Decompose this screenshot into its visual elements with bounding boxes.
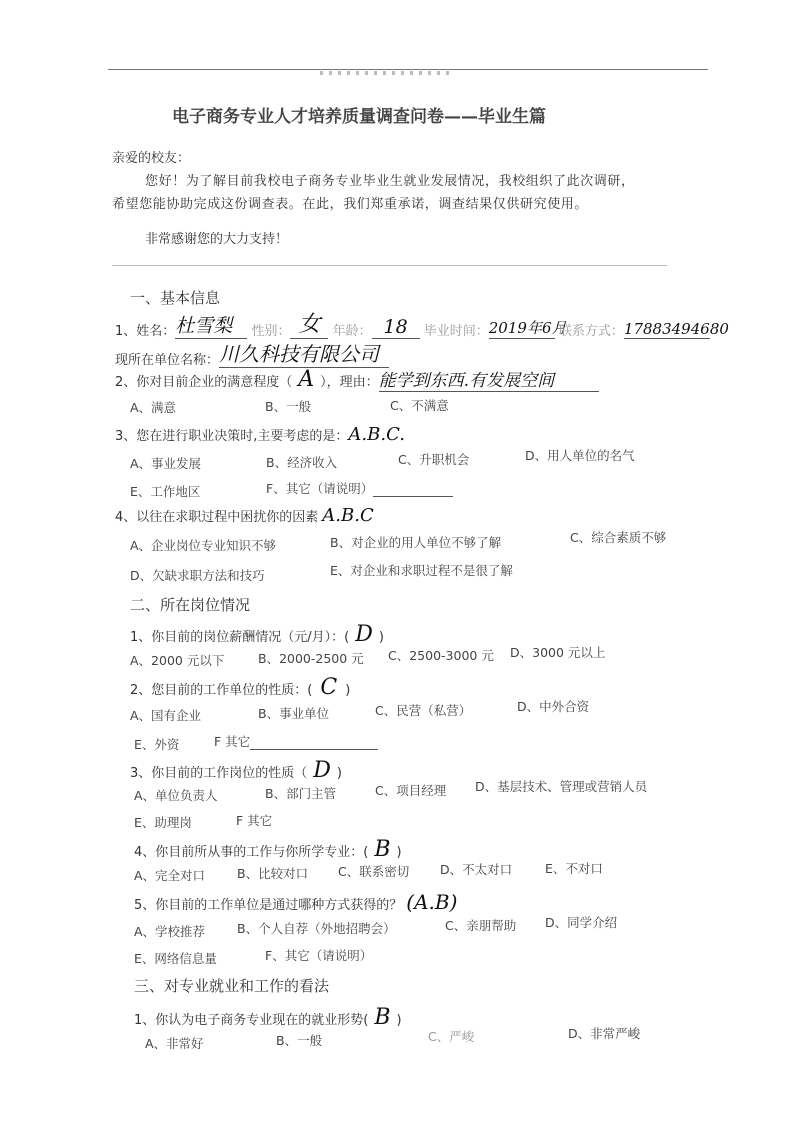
s1-q2-text: 2、你对目前企业的满意程度（ <box>115 375 293 390</box>
s1-q3-option-c[interactable]: C、升职机会 <box>398 452 470 467</box>
s1-q4-answer[interactable]: A.B.C <box>322 505 374 526</box>
s2-q4-text: 4、你目前所从事的工作与你所学专业：( <box>134 845 369 860</box>
s1-q4-option-a[interactable]: A、企业岗位专业知识不够 <box>130 538 277 553</box>
s3-q1-option-b[interactable]: B、一般 <box>276 1033 323 1048</box>
s2-q5-option-e[interactable]: E、网络信息量 <box>134 951 217 966</box>
age-field[interactable] <box>372 316 420 339</box>
s2-q4-option-e[interactable]: E、不对口 <box>545 861 603 876</box>
age-label: 年龄： <box>332 324 372 339</box>
s2-q4-answer[interactable]: B <box>374 837 391 862</box>
s2-q4-option-d[interactable]: D、不太对口 <box>440 862 513 877</box>
contact-value: 17883494680 <box>623 320 729 338</box>
divider-rule <box>112 265 667 266</box>
s2-q5-row <box>134 890 457 914</box>
intro-line-2: 希望您能协助完成这份调查表。在此，我们郑重承诺，调查结果仅供研究使用。 <box>112 197 589 212</box>
q1-number: 1、 <box>115 324 137 339</box>
s1-q2-option-a[interactable]: A、满意 <box>130 400 177 415</box>
basic-info-row <box>115 307 729 339</box>
section-3-heading: 三、对专业就业和工作的看法 <box>134 977 330 995</box>
s2-q2-option-a[interactable]: A、国有企业 <box>130 708 202 723</box>
s2-q2-option-f <box>214 732 378 750</box>
intro-line-1: 您好！为了解目前我校电子商务专业毕业生就业发展情况，我校组织了此次调研， <box>145 174 635 189</box>
s3-q1-option-c[interactable]: C、严峻 <box>428 1029 475 1044</box>
s2-q5-option-a[interactable]: A、学校推荐 <box>134 924 206 939</box>
top-rule <box>108 69 708 70</box>
s1-q3-option-a[interactable]: A、事业发展 <box>130 456 202 471</box>
s1-q2-answer[interactable]: A <box>298 367 315 392</box>
gender-field[interactable] <box>290 307 328 339</box>
employer-row <box>115 338 389 368</box>
s1-q4-text: 4、以往在求职过程中困扰你的因素 <box>115 510 319 525</box>
s2-q3-close: ) <box>336 766 342 781</box>
s1-q4-option-e[interactable]: E、对企业和求职过程不是很了解 <box>330 563 513 578</box>
faint-stamp-mark <box>320 71 450 75</box>
greeting: 亲爱的校友： <box>112 151 191 166</box>
s1-q3-option-f-label[interactable]: F、其它（请说明） <box>266 481 374 496</box>
s1-q3-row <box>115 424 405 445</box>
s2-q4-option-b[interactable]: B、比较对口 <box>237 866 309 881</box>
s2-q3-answer[interactable]: D <box>313 758 331 783</box>
s3-q1-row <box>134 1005 402 1030</box>
section-2-heading: 二、所在岗位情况 <box>130 596 251 614</box>
s2-q2-row <box>130 675 350 700</box>
thanks-line: 非常感谢您的大力支持！ <box>145 232 289 247</box>
s2-q3-option-a[interactable]: A、单位负责人 <box>134 788 218 803</box>
s2-q3-option-f[interactable]: F 其它 <box>236 813 273 828</box>
s1-q3-option-f <box>266 479 453 497</box>
s3-q1-answer[interactable]: B <box>374 1005 391 1030</box>
s2-q4-option-c[interactable]: C、联系密切 <box>338 864 410 879</box>
name-label: 姓名： <box>136 324 176 339</box>
gender-value: 女 <box>298 312 321 337</box>
s1-q4-row <box>115 505 374 526</box>
contact-field[interactable] <box>623 320 729 339</box>
s3-q1-text: 1、你认为电子商务专业现在的就业形势( <box>134 1013 369 1028</box>
s2-q4-row <box>134 837 402 862</box>
s2-q2-close: ) <box>345 683 351 698</box>
s2-q5-option-c[interactable]: C、亲朋帮助 <box>445 918 517 933</box>
s2-q5-option-f[interactable]: F、其它（请说明） <box>265 948 373 963</box>
s1-q3-option-d[interactable]: D、用人单位的名气 <box>525 448 635 463</box>
s2-q5-text: 5、你目前的工作单位是通过哪种方式获得的？ <box>134 898 403 913</box>
s1-q3-answer[interactable]: A.B.C. <box>348 424 405 445</box>
s1-q3-option-b[interactable]: B、经济收入 <box>266 455 338 470</box>
s1-q2-reason-field[interactable] <box>379 366 599 392</box>
age-value: 18 <box>383 316 408 338</box>
s2-q5-answer[interactable]: (A.B) <box>406 890 458 914</box>
s1-q2-option-b[interactable]: B、一般 <box>265 399 312 414</box>
s2-q4-option-a[interactable]: A、完全对口 <box>134 868 206 883</box>
s2-q3-row <box>130 758 342 783</box>
s1-q4-option-c[interactable]: C、综合素质不够 <box>570 530 667 545</box>
s1-q4-option-d[interactable]: D、欠缺求职方法和技巧 <box>130 568 265 583</box>
s2-q1-row <box>130 622 384 647</box>
s2-q1-option-a[interactable]: A、2000 元以下 <box>130 653 225 668</box>
s2-q2-option-b[interactable]: B、事业单位 <box>258 706 330 721</box>
s2-q2-option-e[interactable]: E、外资 <box>134 737 180 752</box>
s1-q2-reason-label: ），理由： <box>320 375 379 390</box>
page-title: 电子商务专业人才培养质量调查问卷——毕业生篇 <box>172 107 546 127</box>
s3-q1-option-d[interactable]: D、非常严峻 <box>568 1026 641 1041</box>
s2-q3-option-d[interactable]: D、基层技术、管理或营销人员 <box>475 779 648 794</box>
s2-q3-text: 3、你目前的工作岗位的性质（ <box>130 766 308 781</box>
s1-q3-text: 3、您在进行职业决策时,主要考虑的是： <box>115 429 349 444</box>
s2-q1-answer[interactable]: D <box>355 622 373 647</box>
s3-q1-close: ) <box>396 1013 402 1028</box>
s2-q2-other-field[interactable] <box>250 734 378 750</box>
s2-q3-option-e[interactable]: E、助理岗 <box>134 815 192 830</box>
s2-q3-option-c[interactable]: C、项目经理 <box>375 783 447 798</box>
s1-q3-other-field[interactable] <box>373 481 453 497</box>
s1-q2-reason-value: 能学到东西.有发展空间 <box>378 371 555 391</box>
s1-q2-option-c[interactable]: C、不满意 <box>390 398 449 413</box>
employer-value: 川久科技有限公司 <box>219 342 380 366</box>
grad-value: 2019年6月 <box>488 319 567 337</box>
s2-q2-text: 2、您目前的工作单位的性质：( <box>130 683 313 698</box>
s1-q4-option-b[interactable]: B、对企业的用人单位不够了解 <box>330 535 502 550</box>
s1-q3-option-e[interactable]: E、工作地区 <box>130 484 201 499</box>
contact-label: 联系方式： <box>558 324 624 339</box>
name-field[interactable] <box>175 311 247 339</box>
s1-q2-row <box>115 366 599 392</box>
employer-field[interactable] <box>219 338 389 368</box>
name-value: 杜雪梨 <box>175 315 233 337</box>
s2-q1-option-c[interactable]: C、2500-3000 元 <box>388 648 494 663</box>
grad-label: 毕业时间： <box>423 324 489 339</box>
s2-q2-option-f-label[interactable]: F 其它 <box>214 734 251 749</box>
s2-q5-option-b[interactable]: B、个人自荐（外地招聘会） <box>237 921 396 936</box>
s2-q1-option-d[interactable]: D、3000 元以上 <box>510 645 606 660</box>
grad-field[interactable] <box>488 317 567 339</box>
s2-q1-text: 1、你目前的岗位薪酬情况（元/月）：( <box>130 630 350 645</box>
employer-label: 现所在单位名称： <box>115 353 220 368</box>
s2-q1-close: ) <box>378 630 384 645</box>
s2-q2-option-d[interactable]: D、中外合资 <box>517 699 590 714</box>
s2-q2-option-c[interactable]: C、民营（私营） <box>375 703 472 718</box>
section-1-heading: 一、基本信息 <box>130 289 221 307</box>
s2-q5-option-d[interactable]: D、同学介绍 <box>545 915 618 930</box>
s2-q4-close: ) <box>396 845 402 860</box>
s2-q3-option-b[interactable]: B、部门主管 <box>265 786 337 801</box>
gender-label: 性别： <box>251 324 291 339</box>
s2-q1-option-b[interactable]: B、2000-2500 元 <box>258 651 364 666</box>
s3-q1-option-a[interactable]: A、非常好 <box>145 1036 204 1051</box>
s2-q2-answer[interactable]: C <box>320 675 338 700</box>
